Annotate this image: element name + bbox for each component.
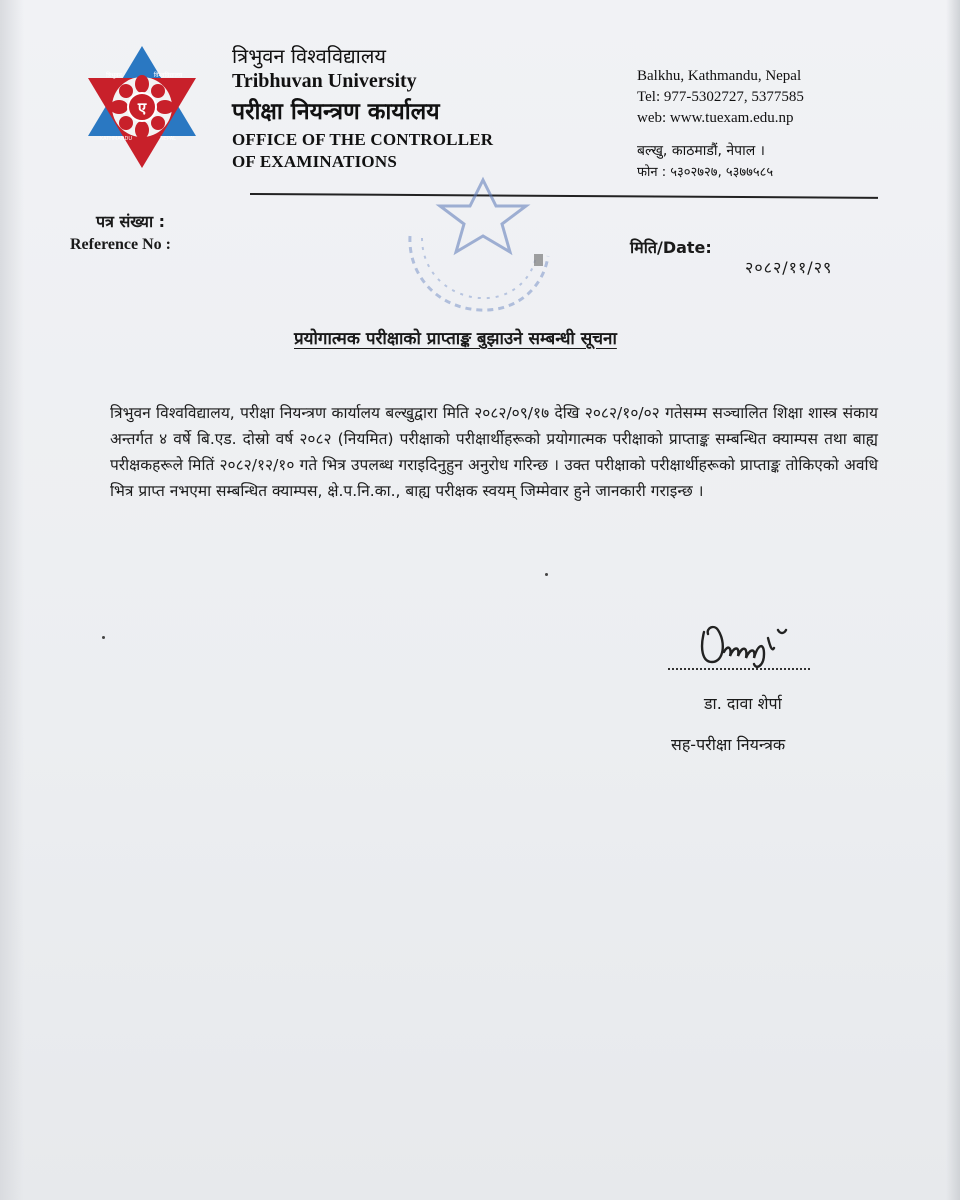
reference-label-np: पत्र संख्या :	[96, 212, 166, 231]
reference-label-en: Reference No :	[70, 236, 171, 253]
office-name-en-line1: OFFICE OF THE CONTROLLER	[232, 130, 494, 149]
logo-top-text-right: विश्वविद्यालय	[153, 72, 183, 79]
notice-subject: प्रयोगात्मक परीक्षाको प्राप्ताङ्क बुझाउने सम्बन्धी सूचना	[294, 329, 617, 349]
signatory-name: डा. दावा शेर्पा	[704, 694, 782, 713]
notice-body: त्रिभुवन विश्वविद्यालय, परीक्षा नियन्त्रण कार्यालय बल्खुद्वारा मिति २०८२/०९/१७ देखि २०८२/१०/०२ गतेसम्म सञ्चालित शिक्षा शास्त्र संकाय अन्तर्गत ४ वर्षे बि.एड. दोस्रो वर्ष २०८२ (नियमित) परीक्षाको परीक्षार्थीहरूको प्रयोगात्मक परीक्षाको प्राप्ताङ्क सम्बन्धित क्याम्पस तथा बाह्य परीक्षकहरूले मितिं २०८२/१२/१० गते भित्र उपलब्ध गराइदिनुहुन अनुरोध गरिन्छ । उक्त परीक्षाको परीक्षार्थीहरूको प्राप्ताङ्क तोकिएको अवधि भित्र प्राप्त नभएमा सम्बन्धित क्याम्पस, क्षे.प.नि.का., बाह्य परीक्षक स्वयम् जिम्मेवार हुने जानकारी गराइन्छ ।	[110, 404, 878, 500]
logo-bottom-text-right: NEPAL	[160, 136, 176, 142]
office-name-en-line2: OF EXAMINATIONS	[232, 152, 397, 171]
signature-line	[668, 668, 810, 670]
date-value: २०८२/११/२९	[745, 258, 833, 277]
scan-speck	[545, 573, 548, 576]
address-en: Balkhu, Kathmandu, Nepal	[637, 68, 802, 84]
logo-top-text-left: त्रिभुवन	[106, 72, 122, 79]
header-divider	[250, 193, 878, 199]
svg-text:ए: ए	[137, 99, 147, 117]
office-name-np: परीक्षा नियन्त्रण कार्यालय	[232, 99, 440, 125]
phone-en: Tel: 977-5302727, 5377585	[637, 89, 804, 105]
university-logo	[84, 44, 200, 170]
date-label: मिति/Date:	[630, 238, 712, 257]
university-name-np: त्रिभुवन विश्वविद्यालय	[232, 44, 387, 68]
handwritten-signature	[694, 618, 804, 674]
university-name-en: Tribhuvan University	[232, 70, 417, 92]
signatory-title: सह-परीक्षा नियन्त्रक	[671, 735, 786, 754]
letterhead-contact	[637, 66, 897, 183]
address-np: बल्खु, काठमाडौं, नेपाल ।	[637, 143, 765, 159]
page-edge-shadow-left	[0, 0, 24, 1200]
office-stamp	[398, 176, 558, 316]
letterhead-left	[232, 44, 552, 172]
logo-bottom-text-left: KATHMANDU	[99, 136, 133, 142]
phone-np: फोन : ५३०२७२७, ५३७७५८५	[637, 165, 774, 180]
website: web: www.tuexam.edu.np	[637, 110, 794, 126]
page-edge-shadow-right	[946, 0, 960, 1200]
scan-speck	[102, 636, 105, 639]
